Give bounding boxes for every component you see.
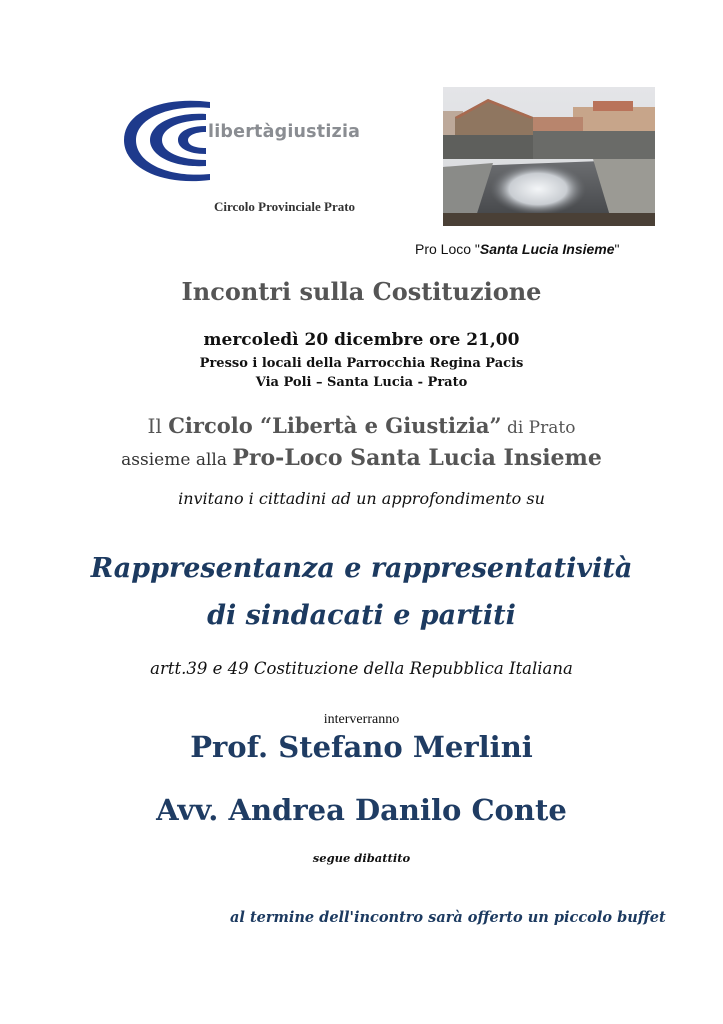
proloco-caption-suffix: " <box>614 241 620 257</box>
speaker-name: Prof. Stefano Merlini <box>190 730 533 764</box>
proloco-caption-name: Santa Lucia Insieme <box>479 241 615 257</box>
topic-heading-line-2: di sindacati e partiti <box>207 600 516 631</box>
weir-photo <box>443 87 655 226</box>
buffet-note: al termine dell'incontro sarà offerto un piccolo buffet <box>230 909 666 926</box>
organizers-line-1-suffix: di Prato <box>501 418 576 438</box>
speakers-label: interverranno <box>323 712 400 727</box>
topic-articles: artt.39 e 49 Costituzione della Repubblica Italiana <box>150 659 573 678</box>
libertagiustizia-logo <box>122 98 392 184</box>
organizers-line-2-prefix: assieme alla <box>121 450 233 470</box>
invitation-text: invitano i cittadini ad un approfondimento su <box>178 489 545 508</box>
proloco-caption-prefix: Pro Loco " <box>415 241 480 257</box>
debate-note: segue dibattito <box>312 851 411 865</box>
organizers-circolo-name: Circolo “Libertà e Giustizia” <box>168 413 502 438</box>
weir-photo-image <box>443 87 655 226</box>
event-location-line-2: Via Poli – Santa Lucia - Prato <box>255 375 468 390</box>
event-location-line-1: Presso i locali della Parrocchia Regina Pacis <box>199 356 524 371</box>
proloco-caption <box>415 241 620 257</box>
libertagiustizia-logo-icon <box>122 98 212 184</box>
organizers-line-1 <box>0 413 723 438</box>
event-title: Incontri sulla Costituzione <box>181 277 542 306</box>
logo-wordmark: libertàgiustizia <box>208 122 361 142</box>
organizers-line-2 <box>0 445 723 471</box>
organizers-proloco-name: Pro-Loco Santa Lucia Insieme <box>232 445 602 471</box>
circolo-provinciale-label: Circolo Provinciale Prato <box>214 199 356 214</box>
topic-heading-line-1: Rappresentanza e rappresentatività <box>90 553 633 584</box>
speaker-name: Avv. Andrea Danilo Conte <box>156 793 567 827</box>
organizers-line-1-prefix: Il <box>147 414 169 438</box>
event-date-time: mercoledì 20 dicembre ore 21,00 <box>203 330 520 350</box>
